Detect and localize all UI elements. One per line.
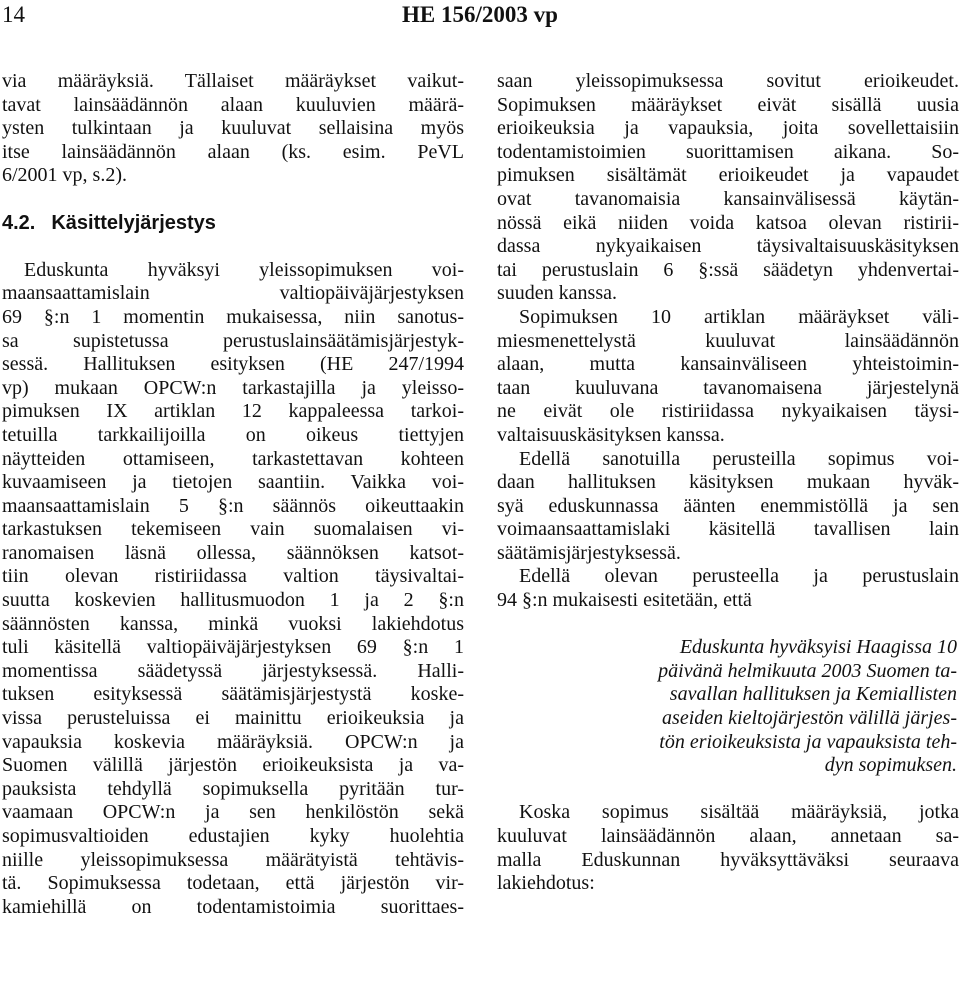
paragraph bbox=[2, 259, 464, 920]
text-line: tuli käsitellä valtiopäiväjärjestyksen 69 §:n 1 bbox=[2, 636, 464, 659]
text-line: kuvaamiseen ja tietojen saantiin. Vaikka voi- bbox=[2, 471, 464, 494]
section-heading bbox=[2, 212, 464, 236]
paragraph bbox=[497, 70, 959, 306]
text-line: alaan, mutta kansainväliseen yhteistoimin- bbox=[497, 353, 959, 376]
left-column bbox=[2, 70, 464, 919]
text-line: pimuksen sisältämät erioikeudet ja vapaudet bbox=[497, 164, 959, 187]
text-line: dassa nykyaikaisen täysivaltaisuuskäsityksen bbox=[497, 235, 959, 258]
text-line: sessä. Hallituksen esityksen (HE 247/1994 bbox=[2, 353, 464, 376]
paragraph bbox=[2, 70, 464, 188]
paragraph bbox=[497, 565, 959, 612]
quote-line: savallan hallituksen ja Kemiallisten bbox=[669, 683, 957, 706]
text-line: lakiehdotus: bbox=[497, 872, 595, 895]
text-line: Eduskunta hyväksyi yleissopimuksen voi- bbox=[24, 258, 464, 281]
text-line: taan kuuluvana tavanomaisena järjestelynä bbox=[497, 376, 959, 399]
text-line: maansaattamislain 5 §:n säännös oikeuttaakin bbox=[2, 494, 464, 517]
text-line: todentamistoimien suorittamisen aikana. So- bbox=[497, 140, 959, 163]
text-line: kuuluvat lainsäädännön alaan, annetaan sa- bbox=[497, 825, 959, 847]
text-line: vp) mukaan OPCW:n tarkastajilla ja yleisso- bbox=[2, 376, 464, 399]
text-line: miesmenettelystä kuuluvat lainsäädännön bbox=[497, 329, 959, 352]
text-line: tavat lainsäädännön alaan kuuluvien määrä- bbox=[2, 93, 464, 116]
text-line: pauksista tehdyllä sopimuksella pyritään tur- bbox=[2, 777, 464, 800]
text-line: vissa perusteluissa ei mainittu erioikeuksia ja bbox=[2, 707, 464, 730]
text-line: ovat tavanomaisia kansainvälisessä käytän- bbox=[497, 187, 959, 210]
text-line: tarkastuksen tekemiseen vain suomalaisen vi- bbox=[2, 518, 464, 541]
text-line: vaamaan OPCW:n ja sen henkilöstön sekä bbox=[2, 801, 464, 824]
page-number: 14 bbox=[2, 2, 25, 27]
page-header bbox=[0, 0, 960, 44]
text-line: Edellä sanotuilla perusteilla sopimus voi- bbox=[519, 447, 959, 470]
text-line: ysten tulkintaan ja kuuluvat sellaisina myös bbox=[2, 117, 464, 140]
text-line: maansaattamislain valtiopäiväjärjestyksen bbox=[2, 282, 464, 305]
text-line: ne eivät ole ristiriidassa nykyaikaisen täysi- bbox=[497, 400, 959, 423]
document-id: HE 156/2003 vp bbox=[402, 2, 558, 27]
text-line: Edellä olevan perusteella ja perustuslain bbox=[519, 565, 959, 588]
text-line: sa supistetussa perustuslainsäätämisjärjestyk- bbox=[2, 329, 464, 352]
text-line: säätämisjärjestyksessä. bbox=[497, 541, 681, 564]
text-line: erioikeuksia ja vapauksia, joita sovellettaisiin bbox=[497, 117, 959, 140]
text-line: 94 §:n mukaisesti esitetään, että bbox=[497, 589, 752, 612]
text-line: Koska sopimus sisältää määräyksiä, jotka bbox=[519, 801, 959, 824]
text-line: pimuksen IX artiklan 12 kappaleessa tarkoi- bbox=[2, 400, 464, 423]
text-line: malla Eduskunnan hyväksyttäväksi seuraava bbox=[497, 848, 959, 871]
paragraph bbox=[497, 448, 959, 566]
text-line: näytteiden ottamiseen, tarkastettavan kohteen bbox=[2, 447, 464, 470]
quote-line: Eduskunta hyväksyisi Haagissa 10 bbox=[679, 636, 957, 659]
text-line: niille yleissopimuksessa määrätyistä tehtävis- bbox=[2, 848, 464, 871]
right-column bbox=[497, 70, 959, 896]
text-line: sopimusvaltioiden edustajien kyky huolehtia bbox=[2, 825, 464, 847]
text-line: daan hallituksen käsityksen mukaan hyväk- bbox=[497, 471, 959, 494]
section-number: 4.2. bbox=[2, 211, 36, 234]
text-line: momentissa säädetyssä järjestyksessä. Halli- bbox=[2, 659, 464, 682]
text-line: kamiehillä on todentamistoimia suorittaes- bbox=[2, 895, 464, 918]
text-line: suuden kanssa. bbox=[497, 282, 617, 305]
quote-line: aseiden kieltojärjestön välillä järjes- bbox=[662, 707, 957, 730]
text-line: tiin olevan ristiriidassa valtion täysivaltai- bbox=[2, 565, 464, 588]
text-line: 69 §:n 1 momentin mukaisessa, niin sanotus- bbox=[2, 305, 464, 328]
text-line: via määräyksiä. Tällaiset määräykset vaikut- bbox=[2, 70, 464, 92]
text-line: syä eduskunnassa äänten enemmistöllä ja sen bbox=[497, 494, 959, 517]
section-title: Käsittelyjärjestys bbox=[51, 211, 216, 234]
text-line: säännösten kanssa, minkä vuoksi lakiehdotus bbox=[2, 612, 464, 635]
text-line: ranomaisen läsnä ollessa, säännöksen katsot- bbox=[2, 541, 464, 564]
text-line: suutta koskevien hallitusmuodon 1 ja 2 §:n bbox=[2, 589, 464, 612]
text-line: Sopimuksen määräykset eivät sisällä uusia bbox=[497, 93, 959, 116]
text-line: tä. Sopimuksessa todetaan, että järjestön vir- bbox=[2, 872, 464, 895]
text-line: vapauksia koskevia määräyksiä. OPCW:n ja bbox=[2, 730, 464, 753]
text-line: Suomen välillä järjestön erioikeuksista ja va- bbox=[2, 754, 464, 777]
quote-line: päivänä helmikuuta 2003 Suomen ta- bbox=[658, 659, 957, 682]
paragraph bbox=[497, 306, 959, 448]
paragraph bbox=[497, 801, 959, 895]
text-line: tai perustuslain 6 §:ssä säädetyn yhdenvertai- bbox=[497, 258, 959, 281]
text-line: Sopimuksen 10 artiklan määräykset väli- bbox=[519, 305, 959, 328]
text-line: tetuilla tarkkailijoilla on oikeus tiettyjen bbox=[2, 423, 464, 446]
text-line: voimaansaattamislaki käsitellä tavallisen lain bbox=[497, 518, 959, 541]
proposal-quote bbox=[567, 636, 957, 778]
text-line: 6/2001 vp, s.2). bbox=[2, 164, 127, 187]
text-line: valtaisuuskäsityksen kanssa. bbox=[497, 423, 725, 446]
quote-line: tön erioikeuksista ja vapauksista teh- bbox=[659, 730, 957, 753]
text-line: tuksen esityksessä säätämisjärjestystä koske- bbox=[2, 683, 464, 706]
quote-line: dyn sopimuksen. bbox=[824, 754, 957, 777]
text-line: saan yleissopimuksessa sovitut erioikeudet. bbox=[497, 70, 959, 92]
text-line: itse lainsäädännön alaan (ks. esim. PeVL bbox=[2, 140, 464, 163]
text-line: nössä eikä niiden voida katsoa olevan ristirii- bbox=[497, 211, 959, 234]
